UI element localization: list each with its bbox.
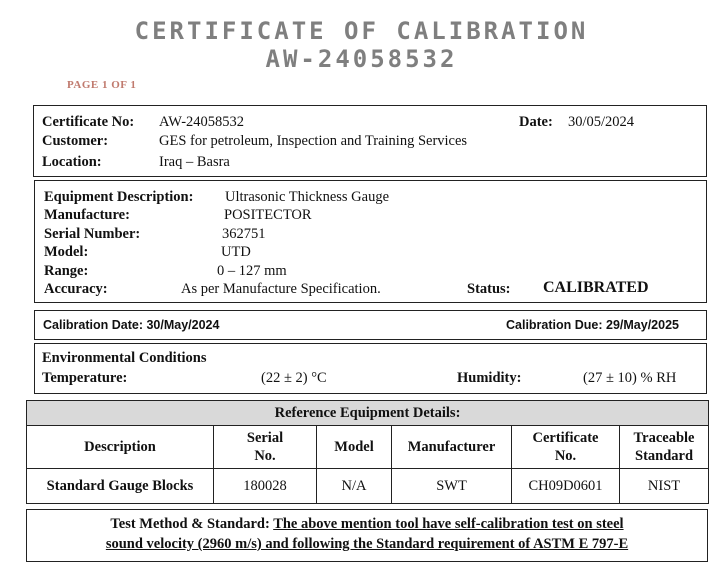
column-header-certificate: Certificate No. <box>512 426 620 469</box>
model-value: UTD <box>221 244 251 260</box>
environmental-heading: Environmental Conditions <box>42 350 207 366</box>
test-method-section <box>26 509 708 562</box>
status-label: Status: <box>467 281 511 297</box>
date-value: 30/05/2024 <box>568 114 635 130</box>
calibration-dates-section <box>34 310 707 340</box>
column-header-serial: Serial No. <box>214 426 317 469</box>
humidity-label: Humidity: <box>457 370 522 386</box>
temperature-value: (22 ± 2) °C <box>261 370 327 386</box>
serial-number-value: 362751 <box>222 226 266 242</box>
status-value: CALIBRATED <box>543 279 649 296</box>
column-header-description: Description <box>27 426 214 469</box>
date-label: Date: <box>519 114 553 130</box>
test-method-label: Test Method & Standard: <box>110 516 270 532</box>
cert-no-label: Certificate No: <box>42 114 135 130</box>
model-label: Model: <box>44 244 89 260</box>
certificate-title: CERTIFICATE OF CALIBRATION <box>134 17 589 45</box>
table-row <box>27 469 709 504</box>
test-method-text-1: The above mention tool have self-calibration test on steel <box>273 516 624 532</box>
column-header-traceable: Traceable Standard <box>620 426 709 469</box>
range-label: Range: <box>44 263 89 279</box>
customer-value: GES for petroleum, Inspection and Training Services <box>159 133 468 149</box>
row-description: Standard Gauge Blocks <box>27 469 214 504</box>
row-manufacturer: SWT <box>392 469 512 504</box>
equipment-description-label: Equipment Description: <box>44 189 194 205</box>
page-indicator: PAGE 1 OF 1 <box>67 79 137 91</box>
calibration-due-date: Calibration Due: 29/May/2025 <box>506 318 679 332</box>
equipment-section <box>34 180 707 303</box>
reference-table-title: Reference Equipment Details: <box>27 401 709 426</box>
column-header-manufacturer: Manufacturer <box>392 426 512 469</box>
environmental-section <box>34 343 707 394</box>
range-value: 0 – 127 mm <box>217 263 287 279</box>
accuracy-label: Accuracy: <box>44 281 108 297</box>
temperature-label: Temperature: <box>42 370 128 386</box>
calibration-date: Calibration Date: 30/May/2024 <box>43 318 220 332</box>
row-serial: 180028 <box>214 469 317 504</box>
test-method-text-2: sound velocity (2960 m/s) and following the Standard requirement of ASTM E 797-E <box>105 536 629 552</box>
row-model: N/A <box>317 469 392 504</box>
serial-number-label: Serial Number: <box>44 226 141 242</box>
accuracy-value: As per Manufacture Specification. <box>181 281 381 297</box>
location-label: Location: <box>42 154 102 170</box>
reference-equipment-table <box>26 400 709 504</box>
humidity-value: (27 ± 10) % RH <box>583 370 677 386</box>
row-certificate: CH09D0601 <box>512 469 620 504</box>
manufacture-value: POSITECTOR <box>224 207 312 223</box>
certificate-number-title: AW-24058532 <box>265 45 458 73</box>
row-traceable: NIST <box>620 469 709 504</box>
cert-no-value: AW-24058532 <box>159 114 245 130</box>
certificate-info-section <box>33 105 707 177</box>
column-header-model: Model <box>317 426 392 469</box>
customer-label: Customer: <box>42 133 109 149</box>
reference-table-header-row <box>27 426 709 469</box>
location-value: Iraq – Basra <box>159 154 230 170</box>
equipment-description-value: Ultrasonic Thickness Gauge <box>225 189 390 205</box>
manufacture-label: Manufacture: <box>44 207 130 223</box>
